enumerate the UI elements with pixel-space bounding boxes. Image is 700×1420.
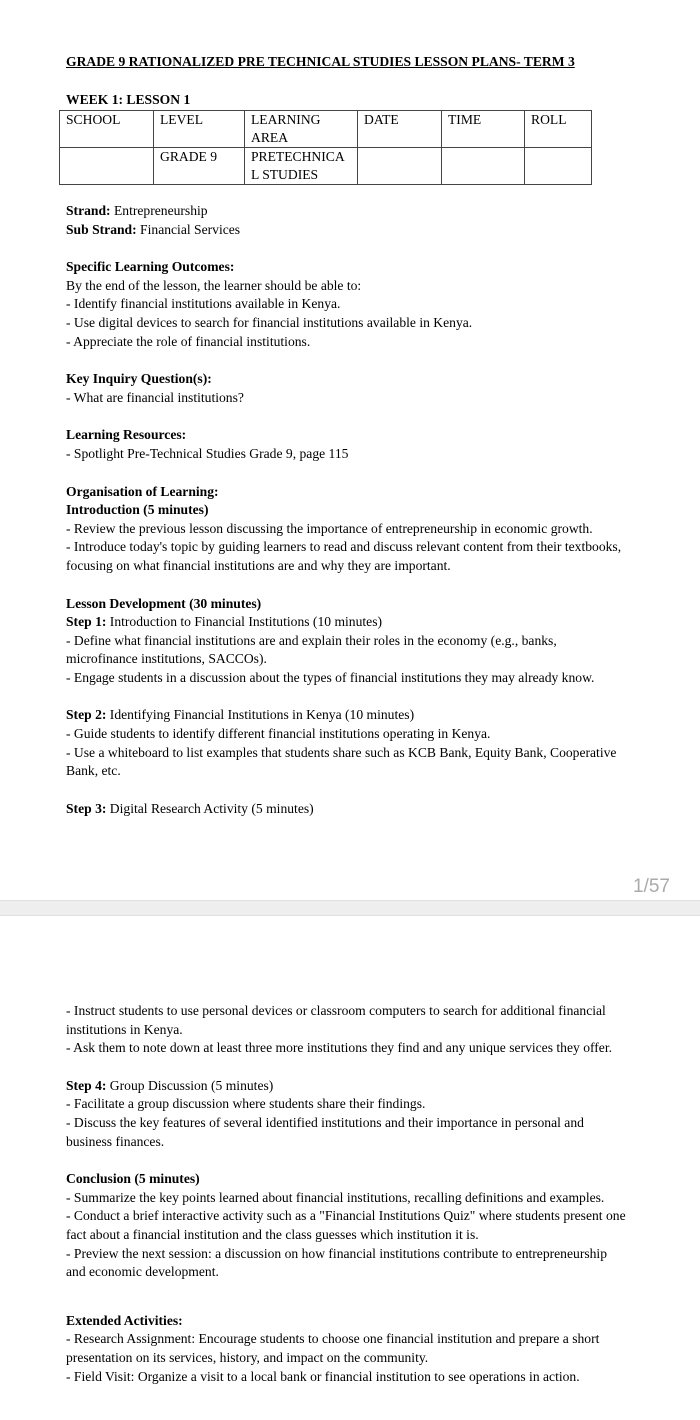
paragraph: By the end of the lesson, the learner should be able to: bbox=[66, 277, 362, 293]
document-page-2 bbox=[0, 916, 700, 1420]
list-item: - Conduct a brief interactive activity such as a "Financial Institutions Quiz" where students present one fact about a financial institution and the class guesses which institution it is. bbox=[66, 1208, 626, 1242]
development-section bbox=[66, 595, 626, 688]
sub-strand-value: Financial Services bbox=[136, 221, 241, 237]
strand-value: Entrepreneurship bbox=[110, 203, 208, 218]
step-title: Identifying Financial Institutions in Kenya (10 minutes) bbox=[106, 707, 415, 723]
section-heading: Learning Resources: bbox=[66, 427, 187, 443]
table-cell bbox=[60, 148, 154, 185]
strand-label: Strand: bbox=[66, 203, 111, 218]
step-title: Digital Research Activity (5 minutes) bbox=[106, 800, 314, 816]
sub-strand-label: Sub Strand: bbox=[66, 221, 137, 237]
list-item: - Define what financial institutions are and explain their roles in the economy (e.g., banks, microfinance institutions, SACCOs). bbox=[66, 632, 557, 667]
table-cell: TIME bbox=[442, 111, 525, 148]
list-item: - Preview the next session: a discussion on how financial institutions contribute to entrepreneurship and economic development. bbox=[66, 1245, 608, 1280]
step-line bbox=[66, 613, 626, 632]
step-line bbox=[66, 706, 626, 725]
table-row bbox=[60, 148, 592, 185]
document-title: GRADE 9 RATIONALIZED PRE TECHNICAL STUDIES LESSON PLANS- TERM 3 bbox=[66, 54, 575, 69]
table-cell: SCHOOL bbox=[60, 111, 154, 148]
list-item: - Discuss the key features of several identified institutions and their importance in personal and business finances. bbox=[66, 1114, 584, 1149]
table-cell: DATE bbox=[358, 111, 442, 148]
list-item: - Ask them to note down at least three more institutions they find and any unique services they offer. bbox=[66, 1040, 613, 1056]
section-heading: Key Inquiry Question(s): bbox=[66, 371, 212, 387]
table-cell: PRETECHNICAL STUDIES bbox=[245, 148, 358, 185]
list-item: - Summarize the key points learned about financial institutions, recalling definitions and examples. bbox=[66, 1189, 605, 1205]
week-lesson-label: WEEK 1: LESSON 1 bbox=[66, 92, 191, 107]
section-heading: Conclusion (5 minutes) bbox=[66, 1171, 200, 1187]
list-item: - Review the previous lesson discussing the importance of entrepreneurship in economic growth. bbox=[66, 520, 593, 536]
page-indicator: 1/57 bbox=[633, 876, 670, 897]
list-item: - Instruct students to use personal devices or classroom computers to search for additional financial institutions in Kenya. bbox=[66, 1003, 606, 1037]
step-2-section bbox=[66, 706, 626, 780]
table-cell bbox=[442, 148, 525, 185]
inquiry-section bbox=[66, 370, 626, 407]
extended-section bbox=[66, 1312, 626, 1386]
conclusion-section bbox=[66, 1170, 626, 1282]
step-label: Step 3: bbox=[66, 800, 107, 816]
list-item: - Facilitate a group discussion where students share their findings. bbox=[66, 1096, 426, 1112]
section-heading: Organisation of Learning: bbox=[66, 483, 219, 499]
step-title: Introduction to Financial Institutions (10 minutes) bbox=[106, 614, 383, 630]
list-item: - What are financial institutions? bbox=[66, 389, 244, 405]
table-cell: LEVEL bbox=[154, 111, 245, 148]
page-separator bbox=[0, 900, 700, 916]
list-item: - Introduce today's topic by guiding learners to read and discuss relevant content from their textbooks, focusing on what financial institutions are and why they are important. bbox=[66, 539, 622, 573]
step-label: Step 2: bbox=[66, 707, 107, 723]
strand-line bbox=[66, 202, 626, 221]
table-cell: ROLL bbox=[525, 111, 592, 148]
list-item: - Guide students to identify different financial institutions operating in Kenya. bbox=[66, 726, 491, 742]
section-heading: Specific Learning Outcomes: bbox=[66, 259, 235, 275]
step-3-section bbox=[66, 800, 626, 819]
table-header-row bbox=[60, 111, 592, 148]
step-line bbox=[66, 1077, 626, 1096]
table-cell bbox=[525, 148, 592, 185]
page-2-body bbox=[66, 1002, 626, 1386]
sub-strand-line bbox=[66, 221, 626, 240]
table-cell: LEARNING AREA bbox=[245, 111, 358, 148]
list-item: - Identify financial institutions available in Kenya. bbox=[66, 296, 341, 312]
outcomes-section bbox=[66, 258, 626, 351]
list-item: - Appreciate the role of financial institutions. bbox=[66, 333, 311, 349]
list-item: - Engage students in a discussion about the types of financial institutions they may already know. bbox=[66, 669, 595, 685]
step-title: Group Discussion (5 minutes) bbox=[106, 1077, 274, 1093]
list-item: - Research Assignment: Encourage students to choose one financial institution and prepare a short presentation on its services, history, and impact on the community. bbox=[66, 1331, 600, 1365]
step-4-section bbox=[66, 1077, 626, 1151]
resources-section bbox=[66, 426, 626, 463]
step-label: Step 1: bbox=[66, 614, 107, 630]
organisation-section bbox=[66, 483, 626, 576]
table-cell bbox=[358, 148, 442, 185]
step-label: Step 4: bbox=[66, 1077, 107, 1093]
list-item: - Use a whiteboard to list examples that students share such as KCB Bank, Equity Bank, Cooperative Bank, etc. bbox=[66, 744, 617, 779]
section-heading: Extended Activities: bbox=[66, 1312, 183, 1328]
step-line bbox=[66, 800, 626, 819]
list-item: - Field Visit: Organize a visit to a local bank or financial institution to see operations in action. bbox=[66, 1368, 580, 1384]
lesson-info-table bbox=[59, 110, 592, 185]
list-item: - Spotlight Pre-Technical Studies Grade 9, page 115 bbox=[66, 445, 349, 461]
list-item: - Use digital devices to search for financial institutions available in Kenya. bbox=[66, 314, 473, 330]
table-cell: GRADE 9 bbox=[154, 148, 245, 185]
section-heading: Lesson Development (30 minutes) bbox=[66, 595, 262, 611]
page-1-body bbox=[66, 202, 626, 818]
subsection-heading: Introduction (5 minutes) bbox=[66, 502, 209, 518]
